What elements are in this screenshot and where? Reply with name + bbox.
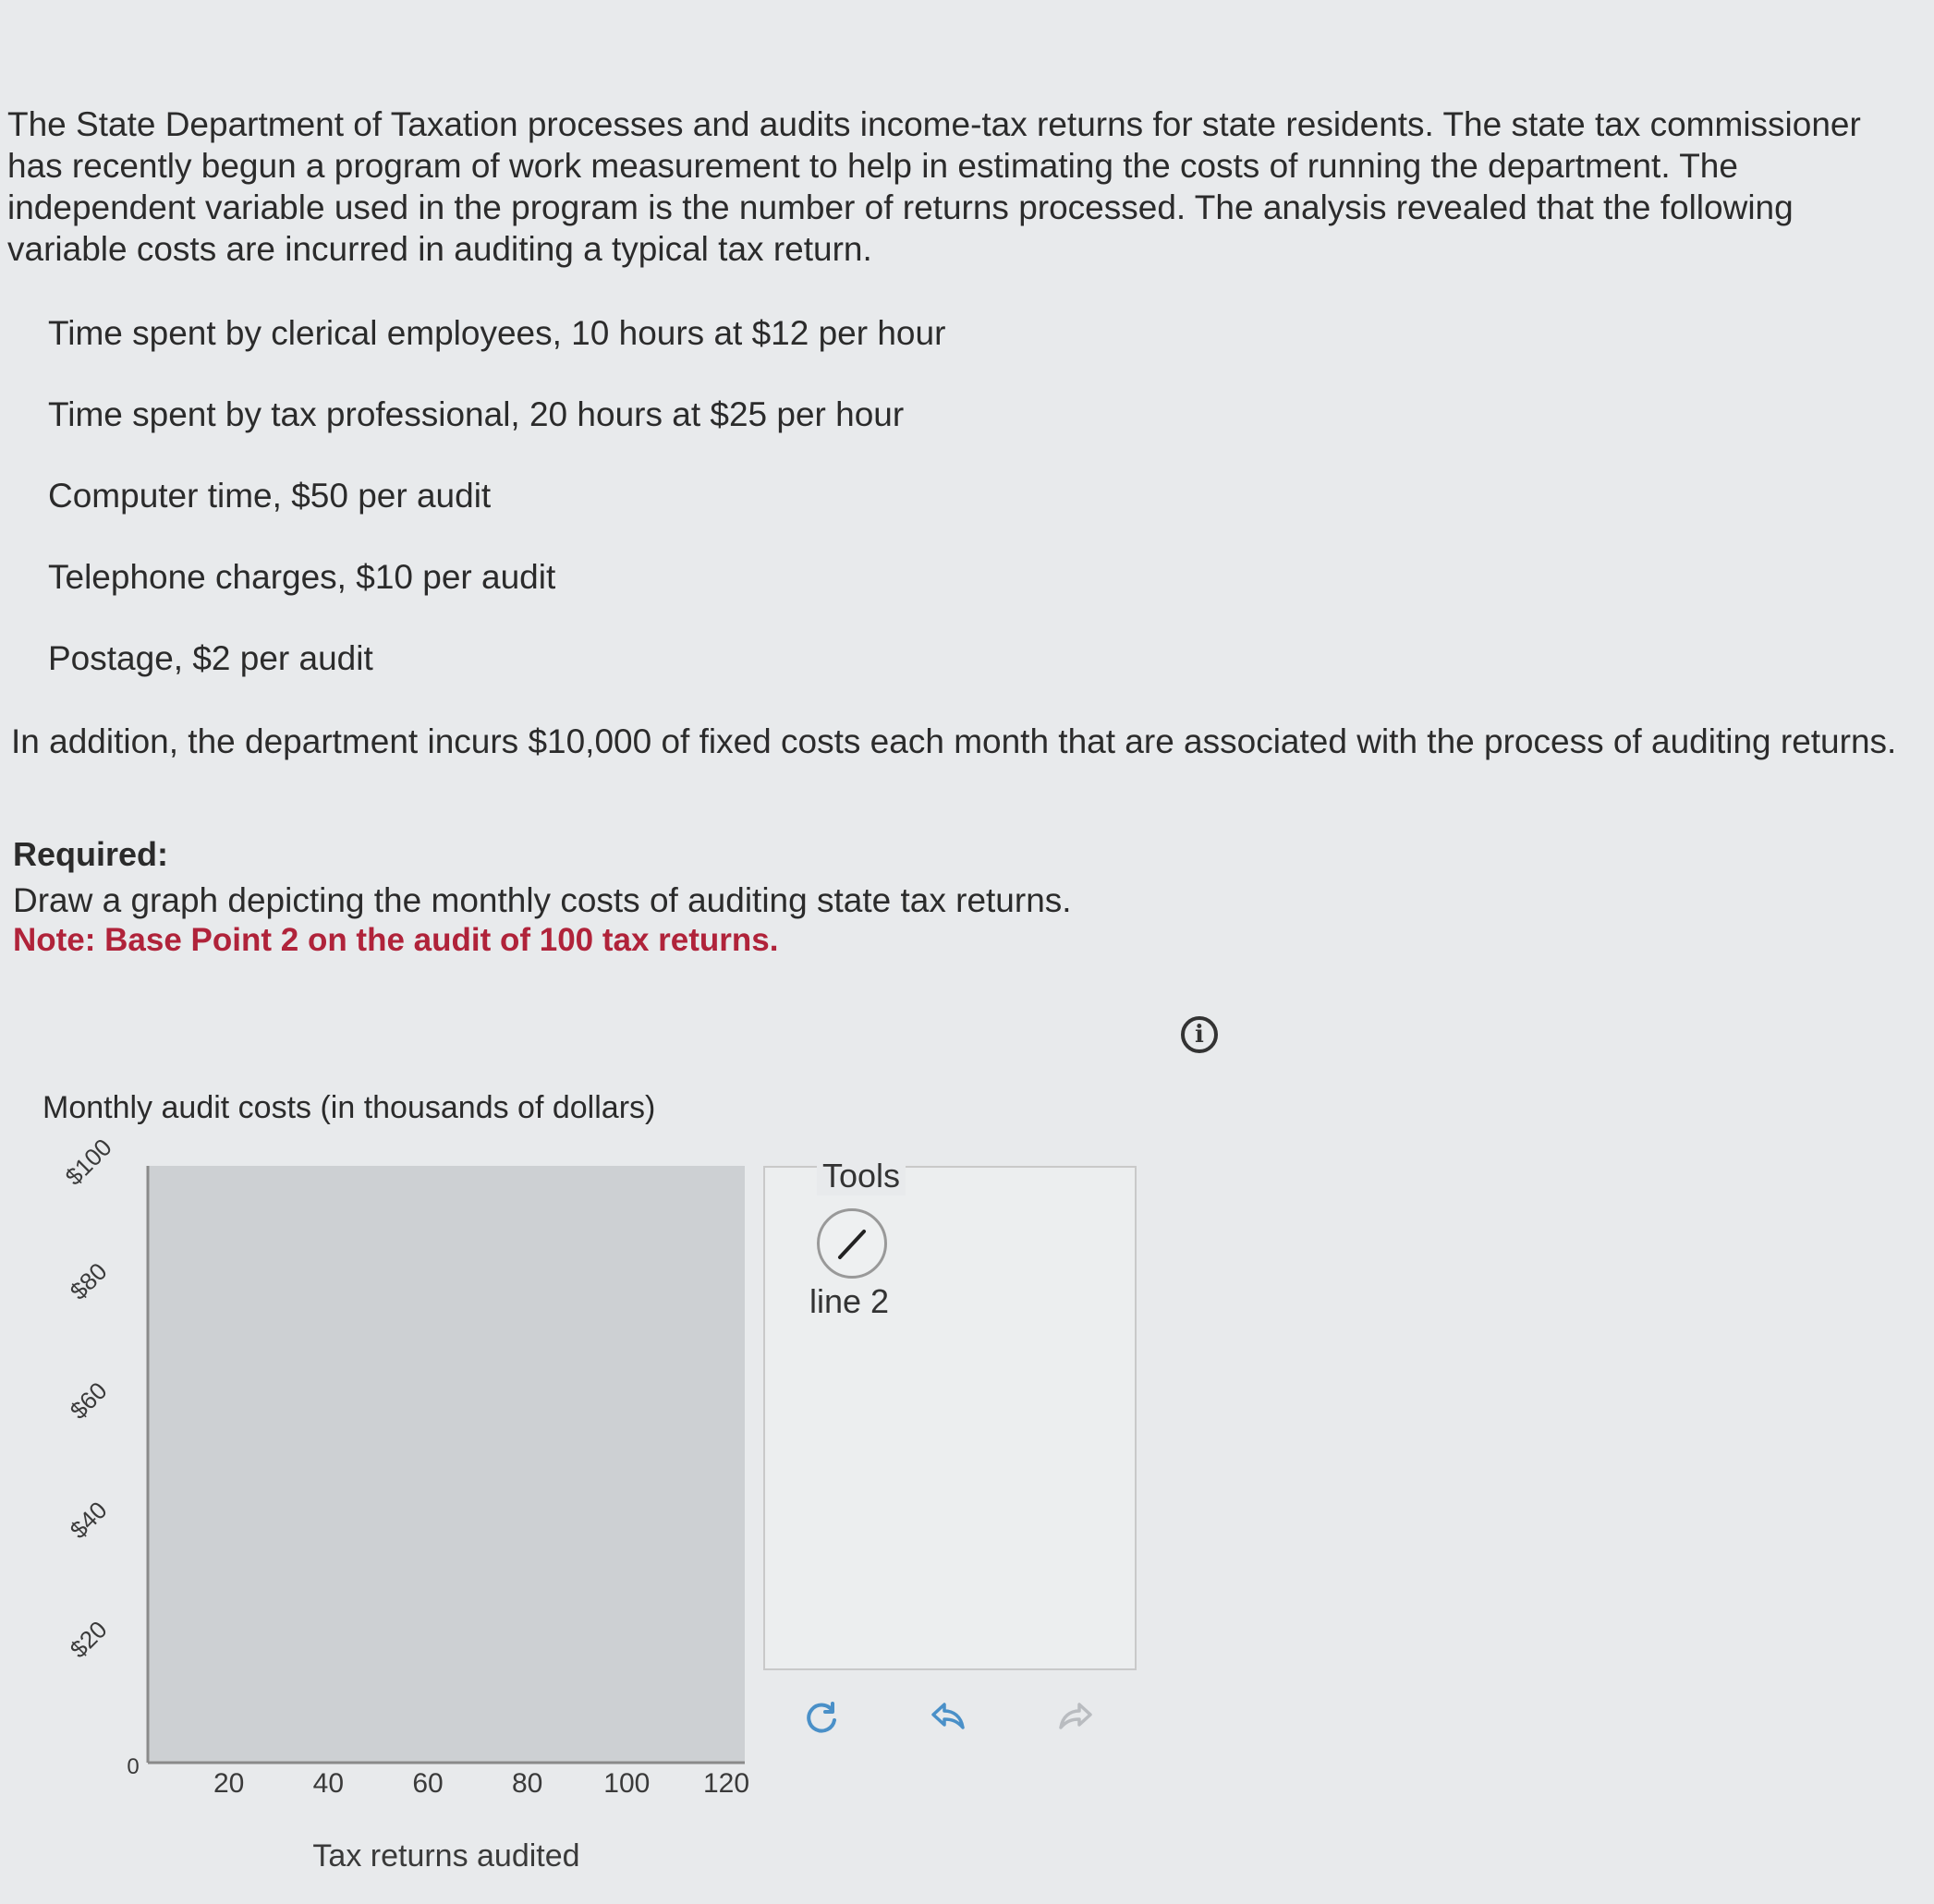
note-text: Note: Base Point 2 on the audit of 100 tax returns. bbox=[13, 922, 779, 958]
problem-intro: The State Department of Taxation processes and audits income-tax returns for state residents. The state tax commissioner has recently begun a program of work measurement to help in estimating the costs of running the department. The independent variable used in the program is the number of returns processed. The analysis revealed that the following variable costs are incurred in auditing a typical tax return. bbox=[7, 105, 1861, 268]
y-tick-label: $20 bbox=[64, 1615, 113, 1664]
y-tick-label: $100 bbox=[59, 1133, 117, 1191]
line-tool-label: line 2 bbox=[809, 1282, 890, 1320]
tools-panel bbox=[763, 1157, 1137, 1670]
list-item: Time spent by clerical employees, 10 hours at $12 per hour bbox=[48, 314, 946, 352]
y-tick-label: $80 bbox=[64, 1256, 113, 1305]
x-tick-label: 100 bbox=[603, 1768, 651, 1799]
graph-area[interactable] bbox=[0, 1127, 795, 1885]
list-item: Telephone charges, $10 per audit bbox=[48, 558, 556, 596]
tools-title: Tools bbox=[817, 1157, 906, 1195]
required-text: Draw a graph depicting the monthly costs of auditing state tax returns. bbox=[13, 881, 1072, 919]
x-tick-label: 40 bbox=[312, 1768, 345, 1799]
info-icon[interactable]: i bbox=[1181, 1016, 1218, 1053]
y-tick-label: $40 bbox=[64, 1496, 113, 1545]
line-tool-icon bbox=[829, 1220, 875, 1267]
chart-title: Monthly audit costs (in thousands of dollars) bbox=[43, 1090, 656, 1125]
required-label: Required: bbox=[13, 835, 169, 873]
x-tick-label: 120 bbox=[702, 1768, 750, 1799]
line-tool-button[interactable] bbox=[817, 1208, 887, 1279]
x-tick-label: 60 bbox=[412, 1768, 444, 1799]
y-tick-label: $60 bbox=[64, 1376, 113, 1425]
x-tick-label: 20 bbox=[213, 1768, 245, 1799]
x-tick-label: 80 bbox=[511, 1768, 543, 1799]
redo-icon[interactable] bbox=[1055, 1696, 1098, 1739]
list-item: Time spent by tax professional, 20 hours at $25 per hour bbox=[48, 395, 905, 433]
variable-cost-list bbox=[48, 310, 945, 717]
x-tick-label: 0 bbox=[127, 1754, 140, 1779]
undo-icon[interactable] bbox=[926, 1696, 968, 1739]
list-item: Computer time, $50 per audit bbox=[48, 477, 492, 515]
plot-area[interactable] bbox=[148, 1166, 745, 1763]
list-item: Postage, $2 per audit bbox=[48, 639, 373, 677]
fixed-cost-text: In addition, the department incurs $10,000 of fixed costs each month that are associated with the process of auditing returns. bbox=[11, 722, 1897, 760]
reset-icon[interactable] bbox=[800, 1696, 843, 1739]
x-axis-label: Tax returns audited bbox=[312, 1838, 580, 1874]
